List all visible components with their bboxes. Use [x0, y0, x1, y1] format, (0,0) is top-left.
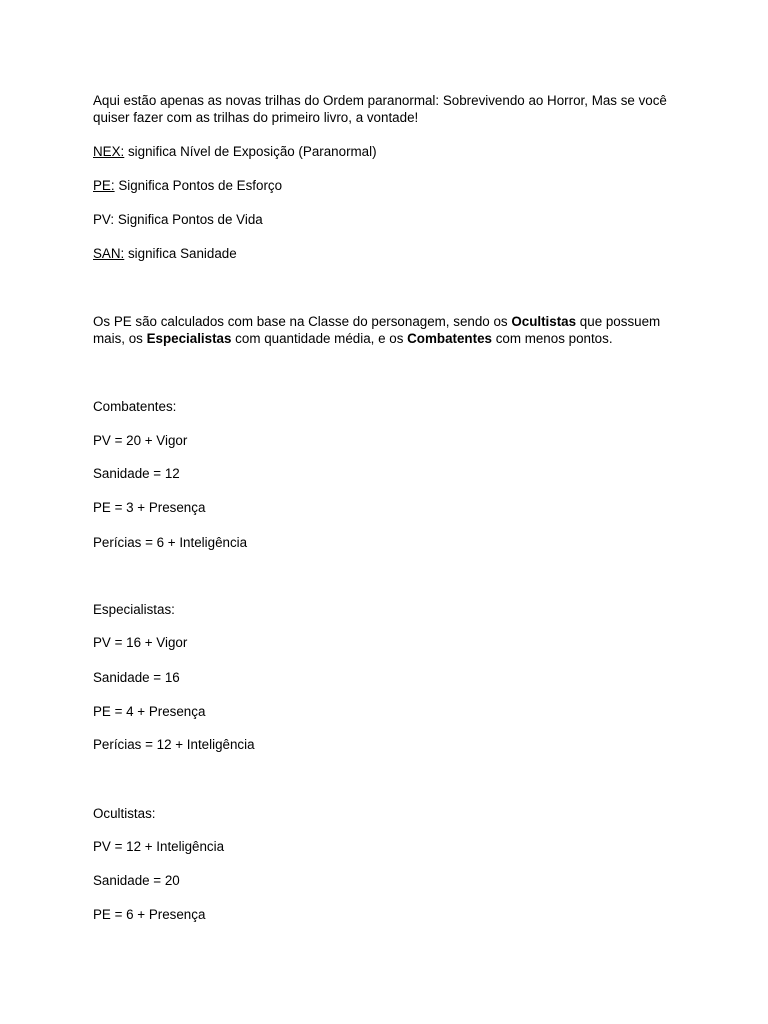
stat-line: PE = 6 + Presença: [93, 907, 206, 922]
stat-line: PE = 3 + Presença: [93, 500, 206, 515]
stat-line: Sanidade = 16: [93, 670, 180, 685]
combatentes-bold: Combatentes: [407, 331, 492, 346]
pe-explanation-paragraph: [93, 313, 693, 347]
pe-text: que possuem: [576, 314, 661, 329]
definition-term: SAN:: [93, 246, 125, 261]
pe-text: Os PE são calculados com base na Classe do personagem, sendo os: [93, 314, 512, 329]
definition-nex: [93, 143, 693, 160]
intro-line-1: Aqui estão apenas as novas trilhas do Ordem paranormal: Sobrevivendo ao Horror, Mas se você: [93, 93, 667, 108]
intro-line-2: quiser fazer com as trilhas do primeiro livro, a vontade!: [93, 110, 419, 125]
especialistas-bold: Especialistas: [146, 331, 232, 346]
pe-text: com menos pontos.: [491, 331, 613, 346]
definition-pv: [93, 211, 693, 228]
stat-line: Sanidade = 12: [93, 466, 180, 481]
stat-line: PV = 12 + Inteligência: [93, 839, 225, 854]
stat-line: Perícias = 6 + Inteligência: [93, 535, 248, 550]
class-heading-especialistas: Especialistas:: [93, 602, 175, 617]
intro-paragraph: [93, 92, 693, 126]
definition-pe: [93, 177, 693, 194]
definition-term: NEX:: [93, 144, 125, 159]
stat-line: PE = 4 + Presença: [93, 704, 206, 719]
stat-line: Perícias = 12 + Inteligência: [93, 737, 255, 752]
definition-san: [93, 245, 693, 262]
class-heading-combatentes: Combatentes:: [93, 399, 177, 414]
ocultistas-bold: Ocultistas: [511, 314, 577, 329]
definition-text: significa Sanidade: [124, 246, 237, 261]
pe-text: com quantidade média, e os: [231, 331, 408, 346]
definition-term: PE:: [93, 178, 115, 193]
definition-text: Significa Pontos de Esforço: [114, 178, 283, 193]
class-heading-ocultistas: Ocultistas:: [93, 806, 156, 821]
definition-text: significa Nível de Exposição (Paranormal): [124, 144, 377, 159]
stat-line: Sanidade = 20: [93, 873, 180, 888]
stat-line: PV = 16 + Vigor: [93, 635, 188, 650]
definition-text: Significa Pontos de Vida: [114, 212, 263, 227]
pe-text: mais, os: [93, 331, 147, 346]
stat-line: PV = 20 + Vigor: [93, 433, 188, 448]
definition-term: PV:: [93, 212, 115, 227]
